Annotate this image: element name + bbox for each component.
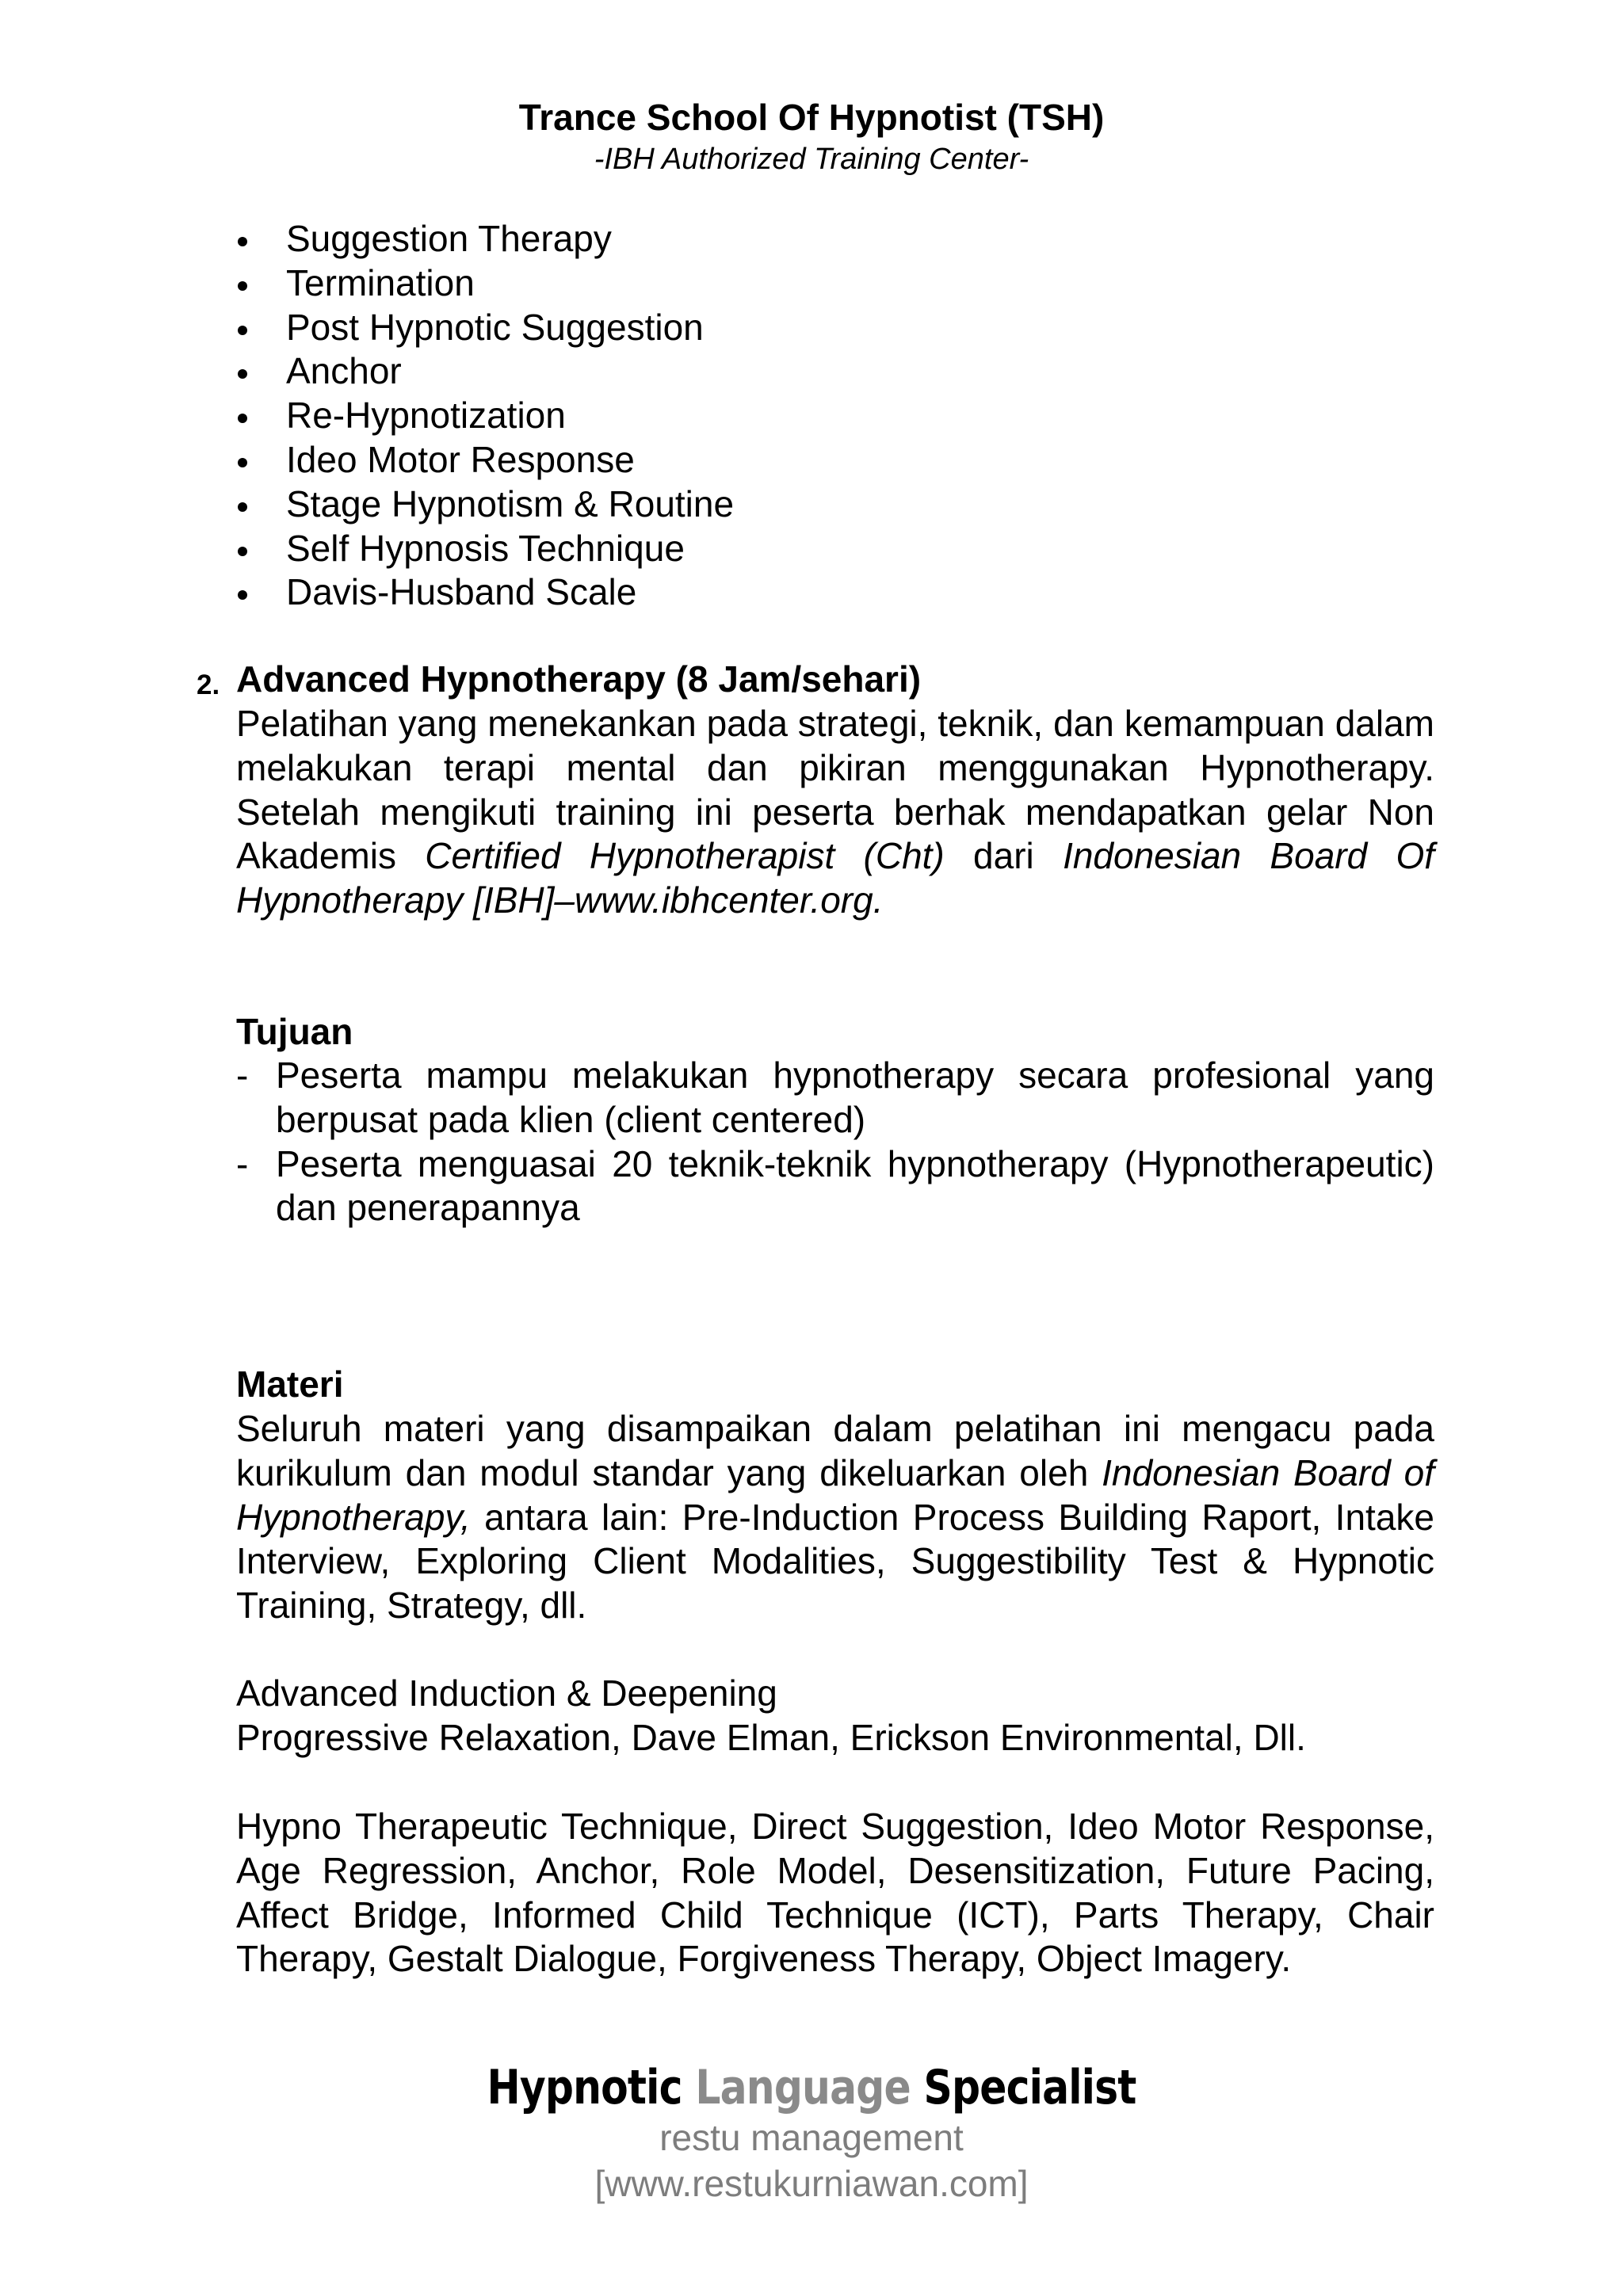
bullet-item — [238, 570, 734, 615]
tujuan-item — [236, 1054, 1434, 1142]
bullet-text: Ideo Motor Response — [286, 438, 635, 480]
bullet-dot-icon — [238, 458, 247, 467]
bullet-dot-icon — [238, 502, 247, 512]
bullet-item — [238, 438, 734, 482]
document-subtitle: -IBH Authorized Training Center- — [594, 143, 1029, 176]
bullet-item — [238, 261, 734, 306]
tujuan-item-text: Peserta mampu melakukan hypnotherapy secara profesional yang berpusat pada klien (client centered) — [276, 1055, 1434, 1140]
bullet-item — [238, 217, 734, 261]
bullet-text: Re-Hypnotization — [286, 395, 566, 437]
bullet-dot-icon — [238, 414, 247, 423]
intro-text: Pelatihan yang menekankan pada strategi, teknik, dan kemampuan dalam melakukan terapi mental dan pikiran menggunakan Hypnotherapy. Setelah mengikuti training ini peserta berhak mendapatkan gelar Non Akademis — [236, 703, 1434, 877]
tujuan-list — [236, 1054, 1434, 1230]
bullet-item — [238, 306, 734, 350]
footer-brand-logo — [130, 2060, 1493, 2115]
bullet-dot-icon — [238, 326, 247, 335]
bullet-dot-icon — [238, 369, 247, 379]
dash-marker: - — [236, 1055, 249, 1096]
induction-detail-line: Progressive Relaxation, Dave Elman, Erickson Environmental, Dll. — [236, 1717, 1306, 1758]
intro-board-name: Indonesian Board Of Hypnotherapy [IBH]–www.ibhcenter.org. — [236, 835, 1435, 921]
bullet-dot-icon — [238, 590, 247, 600]
bullet-text: Suggestion Therapy — [286, 218, 612, 259]
bullet-text: Self Hypnosis Technique — [286, 527, 685, 569]
section-intro-paragraph — [236, 702, 1434, 923]
bullet-dot-icon — [238, 237, 247, 246]
brand-word-specialist: Specialist — [923, 2060, 1136, 2115]
topic-bullet-list — [238, 217, 734, 615]
materi-paragraph — [236, 1407, 1434, 1628]
bullet-text: Post Hypnotic Suggestion — [286, 306, 704, 348]
bullet-text: Davis-Husband Scale — [286, 571, 637, 613]
therapeutic-technique-paragraph: Hypno Therapeutic Technique, Direct Suggestion, Ideo Motor Response, Age Regression, Anchor, Role Model, Desensitization, Future Pacing, Affect Bridge, Informed Child Technique (ICT), Parts Therapy, Chair Therapy, Gestalt Dialogue, Forgiveness Therapy, Object Imagery. — [236, 1806, 1434, 1980]
bullet-text: Stage Hypnotism & Routine — [286, 482, 735, 524]
materi-text-continued: antara lain: Pre-Induction Process Building Raport, Intake Interview, Exploring Client Modalities, Suggestibility Test & Hypnotic Training, Strategy, dll. — [236, 1496, 1434, 1627]
bullet-item — [238, 394, 734, 438]
footer-website: [www.restukurniawan.com] — [594, 2163, 1029, 2204]
section-number: 2. — [197, 669, 220, 700]
bullet-dot-icon — [238, 281, 247, 291]
bullet-item — [238, 349, 734, 394]
bullet-dot-icon — [238, 547, 247, 556]
materi-board-name: Indonesian Board of Hypnotherapy, — [236, 1451, 1434, 1538]
intro-text-connector: dari — [944, 835, 1064, 877]
bullet-item — [238, 482, 734, 527]
bullet-text: Termination — [286, 261, 475, 303]
materi-heading: Materi — [236, 1363, 344, 1405]
tujuan-heading: Tujuan — [236, 1011, 353, 1052]
tujuan-item — [236, 1142, 1434, 1231]
bullet-item — [238, 527, 734, 571]
intro-degree-title: Certified Hypnotherapist (Cht) — [425, 835, 945, 877]
brand-word-language: Language — [695, 2060, 911, 2115]
document-title: Trance School Of Hypnotist (TSH) — [518, 97, 1105, 138]
bullet-text: Anchor — [286, 350, 402, 392]
materi-text: Seluruh materi yang disampaikan dalam pelatihan ini mengacu pada kurikulum dan modul standar yang dikeluarkan oleh — [236, 1408, 1434, 1493]
section-heading: Advanced Hypnotherapy (8 Jam/sehari) — [236, 658, 922, 700]
brand-word-hypnotic: Hypnotic — [487, 2060, 682, 2115]
induction-heading-line: Advanced Induction & Deepening — [236, 1672, 777, 1714]
dash-marker: - — [236, 1142, 249, 1184]
tujuan-item-text: Peserta menguasai 20 teknik-teknik hypnotherapy (Hypnotherapeutic) dan penerapannya — [276, 1142, 1434, 1229]
footer-company: restu management — [659, 2117, 964, 2158]
